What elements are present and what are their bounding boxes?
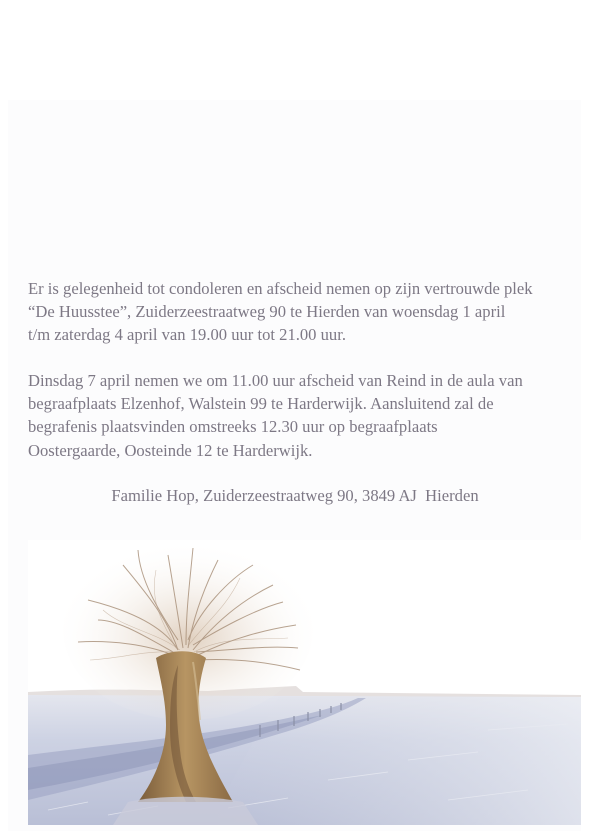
text-line: Er is gelegenheid tot condoleren en afscheid nemen op zijn vertrouwde plek [28, 279, 533, 298]
willow-landscape-image [28, 540, 581, 825]
text-line: begrafenis plaatsvinden omstreeks 12.30 uur op begraafplaats [28, 417, 438, 437]
text-line: Dinsdag 7 april nemen we om 11.00 uur afscheid van Reind in de aula van [28, 371, 523, 390]
funeral-paragraph [28, 369, 576, 462]
text-line: begraafplaats Elzenhof, Walstein 99 te Harderwijk. Aansluitend zal de [28, 394, 494, 414]
visitation-paragraph [28, 277, 576, 347]
text-line: Oostergaarde, Oosteinde 12 te Harderwijk. [28, 440, 313, 460]
text-line: “De Huusstee”, Zuiderzeestraatweg 90 te Hierden van woensdag 1 april [28, 302, 506, 322]
text-line: t/m zaterdag 4 april van 19.00 uur tot 21.00 uur. [28, 325, 346, 345]
family-signature: Familie Hop, Zuiderzeestraatweg 90, 3849 AJ Hierden [111, 486, 479, 505]
